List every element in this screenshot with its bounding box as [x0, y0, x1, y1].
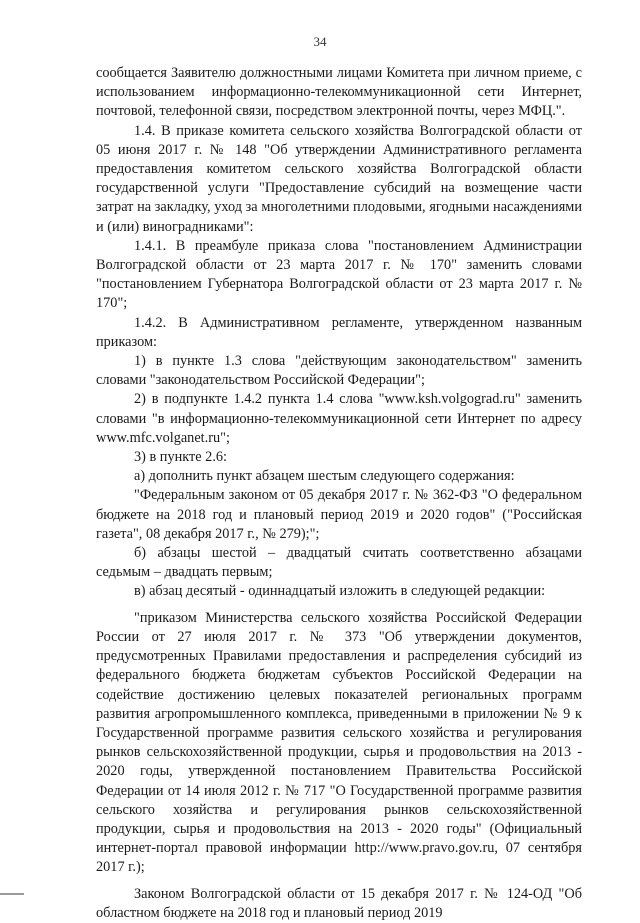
- paragraph: 1.4.1. В преамбуле приказа слова "постановлением Администрации Волгоградской области от 23 марта 2017 г. № 170" заменить словами "постановлением Губернатора Волгоградской области от 23 марта 2017 г. № 170";: [96, 237, 582, 312]
- paragraph: "приказом Министерства сельского хозяйства Российской Федерации России от 27 июля 2017 г. № 373 "Об утверждении документов, предусмотренных Правилами предоставления и распределения субсидий из федерального бюджета бюджетам субъектов Российской Федерации на содействие достижению целевых показателей региональных программ развития агропромышленного комплекса, приведенными в приложении № 9 к Государственной программе развития сельского хозяйства и регулирования рынков сельскохозяйственной продукции, сырья и продовольствия на 2013 - 2020 годы, утвержденной постановлением Правительства Российской Федерации от 14 июля 2012 г. № 717 "О Государственной программе развития сельского хозяйства и регулирования рынков сельскохозяйственной продукции, сырья и продовольствия на 2013 - 2020 годы" (Официальный интернет-портал правовой информации http://www.pravo.gov.ru, 07 сентября 2017 г.);: [96, 609, 582, 876]
- paragraph: 1.4.2. В Административном регламенте, утвержденном названным приказом:: [96, 314, 582, 350]
- document-body: [96, 64, 582, 923]
- paragraph: 1.4. В приказе комитета сельского хозяйства Волгоградской области от 05 июня 2017 г. № 148 "Об утверждении Административного регламента предоставления комитетом сельского хозяйства Волгоградской области государственной услуги "Предоставление субсидий на возмещение части затрат на закладку, уход за многолетними плодовыми, ягодными насаждениями и (или) виноградниками":: [96, 122, 582, 235]
- paragraph: Законом Волгоградской области от 15 декабря 2017 г. № 124-ОД "Об областном бюджете на 2018 год и плановый период 2019: [96, 885, 582, 921]
- scan-edge-mark: [0, 893, 24, 895]
- paragraph: "Федеральным законом от 05 декабря 2017 г. № 362-ФЗ "О федеральном бюджете на 2018 год и плановый период 2019 и 2020 годов" ("Российская газета", 08 декабря 2017 г., № 279);";: [96, 487, 582, 542]
- paragraph: 1) в пункте 1.3 слова "действующим законодательством" заменить словами "законодательством Российской Федерации";: [96, 353, 582, 389]
- paragraph: 3) в пункте 2.6:: [134, 449, 228, 466]
- paragraph: 2) в подпункте 1.4.2 пункта 1.4 слова "www.ksh.volgograd.ru" заменить словами "в информационно-телекоммуникационной сети Интернет по адресу www.mfc.volganet.ru";: [96, 391, 582, 446]
- page-number: 34: [313, 34, 327, 49]
- paragraph: в) абзац десятый - одиннадцатый изложить в следующей редакции:: [134, 583, 546, 600]
- paragraph: а) дополнить пункт абзацем шестым следующего содержания:: [134, 468, 515, 485]
- paragraph: сообщается Заявителю должностными лицами Комитета при личном приеме, с использованием информационно-телекоммуникационной сети Интернет, почтовой, телефонной связи, посредством электронной почты, через МФЦ.".: [96, 65, 582, 120]
- paragraph: б) абзацы шестой – двадцатый считать соответственно абзацами седьмым – двадцать первым;: [96, 545, 582, 581]
